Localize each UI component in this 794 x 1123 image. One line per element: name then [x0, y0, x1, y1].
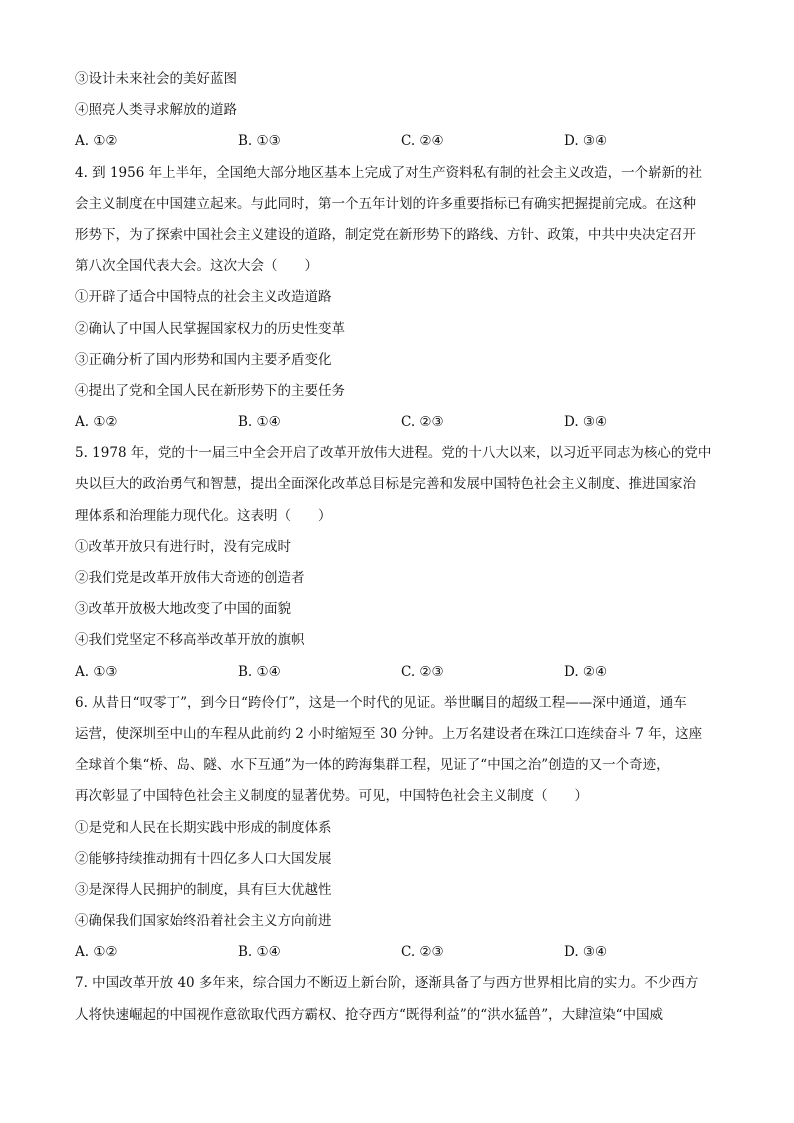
question-stem-line: 5. 1978 年，党的十一届三中全会开启了改革开放伟大进程。党的十八大以来，以习近平同志为核心的党中 — [75, 445, 712, 462]
option-c: C. ②④ — [401, 133, 444, 150]
option-d: D. ③④ — [564, 414, 608, 431]
question-stem-line: 第八次全国代表大会。这次大会（ ） — [75, 258, 318, 275]
option-a: A. ①② — [75, 414, 118, 431]
option-b: B. ①④ — [238, 663, 281, 680]
statement: ①改革开放只有进行时，没有完成时 — [75, 538, 291, 555]
option-d: D. ③④ — [564, 133, 608, 150]
question-stem-line: 会主义制度在中国建立起来。与此同时，第一个五年计划的许多重要指标已有确实把握提前完成。在这种 — [75, 195, 696, 212]
question-stem-line: 人将快速崛起的中国视作意欲取代西方霸权、抢夺西方“既得利益”的“洪水猛兽”，大肆渲染“中国威 — [75, 1006, 664, 1023]
option-c: C. ②③ — [401, 414, 444, 431]
option-d: D. ②④ — [564, 663, 608, 680]
answer-options — [75, 657, 725, 688]
option-c: C. ②③ — [401, 663, 444, 680]
option-a: A. ①② — [75, 944, 118, 961]
question-stem-line: 7. 中国改革开放 40 多年来，综合国力不断迈上新台阶，逐渐具备了与西方世界相比肩的实力。不少西方 — [75, 975, 699, 992]
question-stem-line: 6. 从昔日“叹零丁”，到今日“跨伶仃”，这是一个时代的见证。举世瞩目的超级工程——深中通道，通车 — [75, 694, 687, 711]
statement: ②我们党是改革开放伟大奇迹的创造者 — [75, 570, 305, 586]
statement: ④提出了党和全国人民在新形势下的主要任务 — [75, 382, 345, 399]
statement: ③设计未来社会的美好蓝图 — [75, 71, 237, 87]
option-a: A. ①② — [75, 133, 118, 150]
option-d: D. ③④ — [564, 944, 608, 961]
statement: ④照亮人类寻求解放的道路 — [75, 102, 237, 119]
question-stem-line: 全球首个集“桥、岛、隧、水下互通”为一体的跨海集群工程，见证了“中国之治”创造的又一个奇迹， — [75, 757, 670, 774]
answer-options — [75, 407, 725, 438]
question-stem-line: 央以巨大的政治勇气和智慧，提出全面深化改革总目标是完善和发展中国特色社会主义制度、推进国家治 — [75, 476, 696, 493]
question-6 — [75, 688, 725, 969]
statement: ④确保我们国家始终沿着社会主义方向前进 — [75, 913, 332, 930]
question-stem-line: 理体系和治理能力现代化。这表明（ ） — [75, 507, 332, 524]
statement: ②能够持续推动拥有十四亿多人口大国发展 — [75, 850, 332, 867]
question-stem-line: 4. 到 1956 年上半年，全国绝大部分地区基本上完成了对生产资料私有制的社会主义改造，一个崭新的社 — [75, 164, 703, 181]
question-3 — [75, 64, 725, 158]
statement: ③改革开放极大地改变了中国的面貌 — [75, 601, 291, 618]
exam-page — [75, 64, 725, 1031]
question-4 — [75, 158, 725, 439]
answer-options — [75, 126, 725, 157]
question-7 — [75, 968, 725, 1030]
question-stem-line: 运营，使深圳至中山的车程从此前约 2 小时缩短至 30 分钟。上万名建设者在珠江口连续奋斗 7 年，这座 — [75, 725, 703, 742]
option-c: C. ②③ — [401, 944, 444, 961]
statement: ④我们党坚定不移高举改革开放的旗帜 — [75, 632, 305, 649]
answer-options — [75, 937, 725, 968]
statement: ③正确分析了国内形势和国内主要矛盾变化 — [75, 351, 332, 368]
question-5 — [75, 438, 725, 688]
statement: ①是党和人民在长期实践中形成的制度体系 — [75, 819, 332, 836]
question-stem-line: 形势下，为了探索中国社会主义建设的道路，制定党在新形势下的路线、方针、政策，中共中央决定召开 — [75, 226, 696, 243]
option-b: B. ①④ — [238, 414, 281, 431]
option-b: B. ①③ — [238, 133, 281, 150]
statement: ③是深得人民拥护的制度，具有巨大优越性 — [75, 881, 332, 898]
statement: ②确认了中国人民掌握国家权力的历史性变革 — [75, 320, 345, 337]
statement: ①开辟了适合中国特点的社会主义改造道路 — [75, 289, 332, 306]
option-b: B. ①④ — [238, 944, 281, 961]
question-stem-line: 再次彰显了中国特色社会主义制度的显著优势。可见，中国特色社会主义制度（ ） — [75, 788, 588, 805]
option-a: A. ①③ — [75, 663, 118, 680]
